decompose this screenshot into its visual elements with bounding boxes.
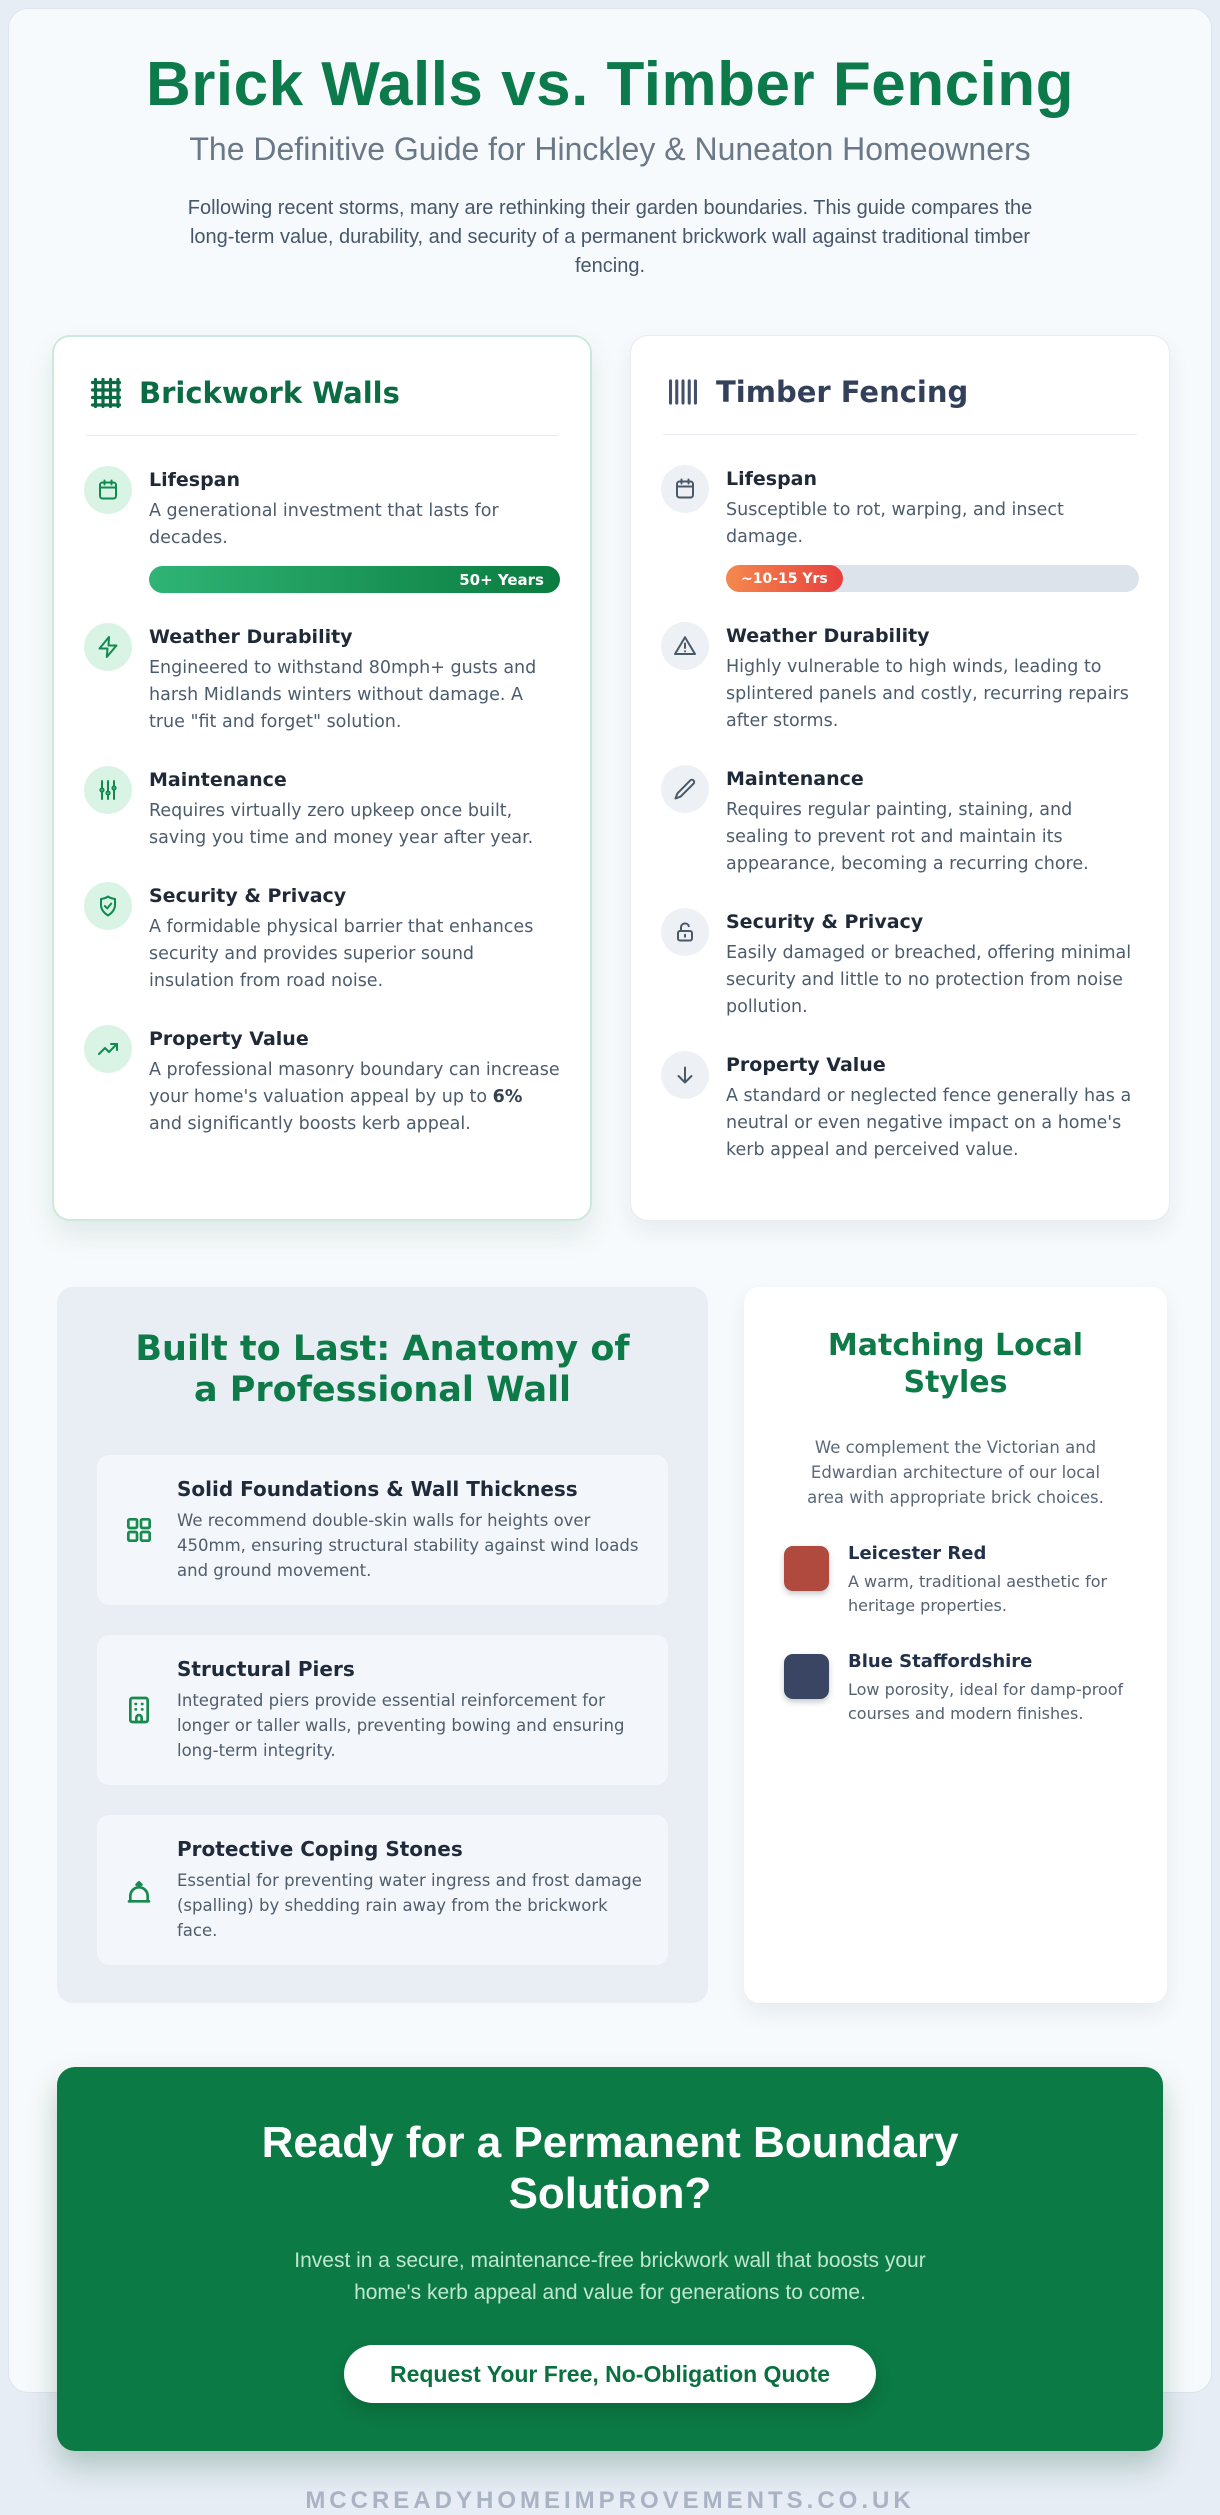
feature-row — [84, 466, 560, 593]
feature-row — [84, 766, 560, 852]
feature-row — [84, 623, 560, 736]
feature-title: Security & Privacy — [726, 911, 924, 933]
local-styles-intro: We complement the Victorian and Edwardian architecture of our local area with appropriate brick choices. — [807, 1438, 1104, 1507]
anatomy-title: Built to Last: Anatomy of a Professional Wall — [135, 1329, 630, 1410]
lock-open-icon — [661, 908, 709, 956]
anatomy-item-title: Solid Foundations & Wall Thickness — [177, 1477, 578, 1501]
feature-description: Requires regular painting, staining, and sealing to prevent rot and maintain its appearance, becoming a recurring chore. — [726, 800, 1089, 874]
timber-feature-list — [661, 465, 1139, 1164]
feature-title: Weather Durability — [149, 626, 353, 648]
arrow-down-icon — [661, 1051, 709, 1099]
feature-description: Requires virtually zero upkeep once built, saving you time and money year after year. — [149, 801, 534, 848]
brickwork-card-header — [84, 367, 560, 411]
anatomy-item — [97, 1455, 668, 1605]
anatomy-item-title: Protective Coping Stones — [177, 1837, 463, 1861]
timber-card-header — [661, 366, 1139, 410]
comparison-section — [9, 335, 1211, 1221]
pencil-icon — [661, 765, 709, 813]
zap-icon — [84, 623, 132, 671]
lifespan-bar-track — [726, 565, 1139, 592]
feature-row — [661, 622, 1139, 735]
feature-title: Property Value — [149, 1028, 309, 1050]
cta-body: Invest in a secure, maintenance-free brickwork wall that boosts your home's kerb appeal and value for generations to come. — [294, 2249, 926, 2304]
building-icon — [123, 1694, 155, 1726]
brick-style-description: A warm, traditional aesthetic for heritage properties. — [848, 1572, 1108, 1615]
feature-row — [661, 765, 1139, 878]
page-subtitle: The Definitive Guide for Hinckley & Nuneaton Homeowners — [189, 131, 1031, 167]
feature-description: A formidable physical barrier that enhances security and provides superior sound insulation from road noise. — [149, 917, 534, 991]
brick-style-row — [778, 1650, 1133, 1726]
timber-card — [630, 335, 1170, 1221]
divider — [86, 435, 558, 436]
feature-title: Security & Privacy — [149, 885, 347, 907]
brick-grid-icon — [88, 375, 124, 411]
cta-panel — [57, 2067, 1163, 2451]
alert-triangle-icon — [661, 622, 709, 670]
divider — [663, 434, 1137, 435]
swatch-list — [778, 1542, 1133, 1726]
trending-up-icon — [84, 1025, 132, 1073]
local-styles-card — [744, 1287, 1167, 2003]
fence-icon — [665, 374, 701, 410]
footer-website: MCCREADYHOMEIMPROVEMENTS.CO.UK — [305, 2487, 915, 2514]
header — [9, 9, 1211, 281]
anatomy-card — [57, 1287, 708, 2003]
feature-description: A professional masonry boundary can increase your home's valuation appeal by up to 6% and significantly boosts kerb appeal. — [149, 1060, 560, 1134]
cta-heading: Ready for a Permanent Boundary Solution? — [261, 2118, 959, 2218]
anatomy-item — [97, 1815, 668, 1965]
feature-description: Engineered to withstand 80mph+ gusts and harsh Midlands winters without damage. A true "fit and forget" solution. — [149, 658, 537, 732]
anatomy-item — [97, 1635, 668, 1785]
lifespan-bar — [149, 566, 560, 593]
page-title: Brick Walls vs. Timber Fencing — [145, 50, 1075, 119]
feature-row — [84, 882, 560, 995]
feature-title: Maintenance — [726, 768, 864, 790]
brickwork-feature-list — [84, 466, 560, 1138]
lifespan-badge: ~10-15 Yrs — [726, 565, 843, 592]
feature-title: Maintenance — [149, 769, 287, 791]
anatomy-item-title: Structural Piers — [177, 1657, 355, 1681]
feature-description: Easily damaged or breached, offering minimal security and little to no protection from noise pollution. — [726, 943, 1132, 1017]
feature-title: Lifespan — [726, 468, 818, 490]
lifespan-bar-label: 50+ Years — [459, 570, 544, 589]
brick-style-name: Leicester Red — [848, 1543, 987, 1564]
brick-colour-swatch — [784, 1546, 829, 1591]
infographic-page — [8, 8, 1212, 2514]
intro-paragraph: Following recent storms, many are rethinking their garden boundaries. This guide compares the long-term value, durability, and security of a permanent brickwork wall against traditional timber fencing. — [187, 197, 1033, 277]
local-styles-title: Matching Local Styles — [827, 1328, 1084, 1400]
calendar-icon — [661, 465, 709, 513]
timber-card-title: Timber Fencing — [716, 375, 969, 409]
anatomy-item-description: Essential for preventing water ingress and frost damage (spalling) by shedding rain away from the brickwork face. — [177, 1871, 642, 1940]
grid-squares-icon — [123, 1514, 155, 1546]
feature-description: A generational investment that lasts for decades. — [149, 501, 499, 548]
brickwork-card — [52, 335, 592, 1221]
brickwork-card-title: Brickwork Walls — [139, 376, 400, 410]
feature-description: Susceptible to rot, warping, and insect damage. — [726, 500, 1064, 547]
feature-description: Highly vulnerable to high winds, leading to splintered panels and costly, recurring repairs after storms. — [726, 657, 1129, 731]
shield-check-icon — [84, 882, 132, 930]
feature-title: Property Value — [726, 1054, 886, 1076]
brick-style-name: Blue Staffordshire — [848, 1651, 1033, 1672]
anatomy-item-description: Integrated piers provide essential reinforcement for longer or taller walls, preventing bowing and ensuring long-term integrity. — [177, 1691, 625, 1760]
anatomy-item-list — [97, 1455, 668, 1965]
feature-row — [661, 465, 1139, 592]
feature-title: Lifespan — [149, 469, 241, 491]
brick-style-description: Low porosity, ideal for damp-proof courses and modern finishes. — [848, 1680, 1124, 1723]
anatomy-item-description: We recommend double-skin walls for heights over 450mm, ensuring structural stability against wind loads and ground movement. — [177, 1511, 639, 1580]
brick-colour-swatch — [784, 1654, 829, 1699]
dome-icon — [123, 1874, 155, 1906]
feature-description: A standard or neglected fence generally has a neutral or even negative impact on a home's kerb appeal and perceived value. — [726, 1086, 1132, 1160]
request-quote-button[interactable]: Request Your Free, No-Obligation Quote — [344, 2345, 876, 2403]
calendar-icon — [84, 466, 132, 514]
feature-row — [84, 1025, 560, 1138]
brick-style-row — [778, 1542, 1133, 1618]
feature-title: Weather Durability — [726, 625, 930, 647]
feature-row — [661, 908, 1139, 1021]
sliders-icon — [84, 766, 132, 814]
feature-row — [661, 1051, 1139, 1164]
details-section — [9, 1287, 1211, 2003]
